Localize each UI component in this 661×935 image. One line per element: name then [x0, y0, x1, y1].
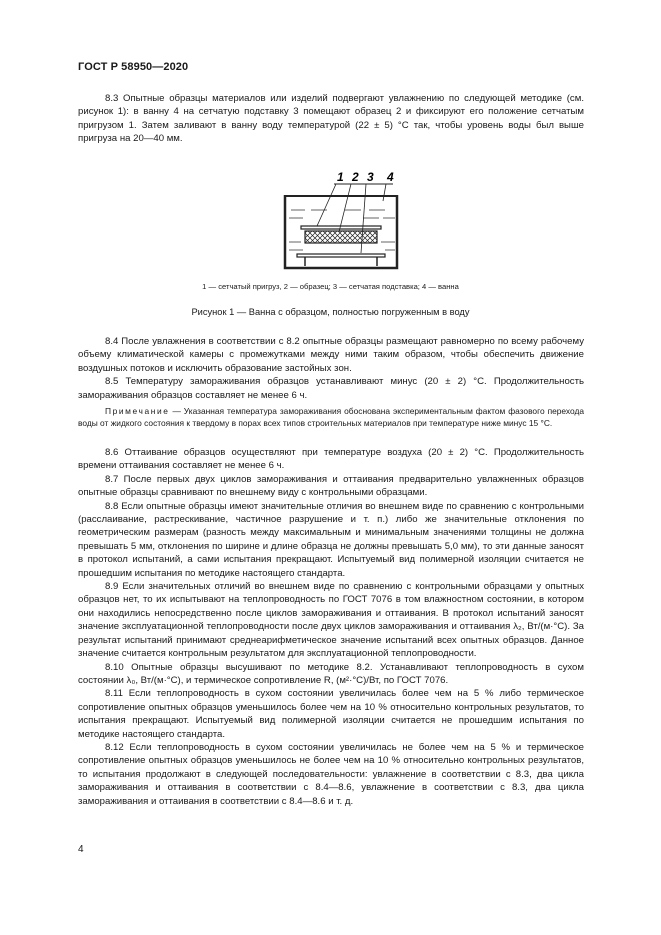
note-label: Примечание [105, 406, 170, 416]
paragraph-8-7: 8.7 После первых двух циклов замораживания и оттаивания предварительно увлажненных образцов опытные образцы сравнивают по внешнему виду с контрольными образцами. [78, 473, 584, 499]
paragraph-text: 8.3 Опытные образцы материалов или изделий подвергают увлажнению по следующей методике (см. рисунок 1): в ванну 4 на сетчатую подставку 3 помещают образец 2 и фиксируют его положение сетчатым пригрузом 1. Затем заливают в ванну воду температурой (22 ± 5) °С так, чтобы уровень воды был выше пригруза на 20—40 мм. [78, 93, 584, 145]
figure-label-2 [351, 170, 359, 184]
paragraph-8-11: 8.11 Если теплопроводность в сухом состоянии увеличилась более чем на 5 % либо термическое сопротивление опытных образцов уменьшилось более чем на 10 % относительно контрольных результатов, то испытания прекращают. Испытуемый вид полимерной изоляции считается не прошедшим испытания по методике настоящего стандарта. [78, 688, 584, 740]
paragraph-8-5: 8.5 Температуру замораживания образцов устанавливают минус (20 ± 2) °С. Продолжительность замораживания образцов составляет не менее 6 ч. [78, 376, 584, 401]
figure-label-3 [367, 170, 374, 184]
paragraph-8-10: 8.10 Опытные образцы высушивают по методике 8.2. Устанавливают теплопроводность в сухом состоянии λ₀, Вт/(м·°С), и термическое сопротивление R, (м²·°С)/Вт, по ГОСТ 7076. [78, 661, 584, 686]
svg-text:3: 3 [367, 170, 374, 184]
svg-text:4: 4 [387, 170, 394, 184]
water-surface [285, 195, 397, 197]
note-block [78, 405, 584, 429]
svg-text:1: 1 [337, 170, 344, 184]
mesh-weight [301, 226, 381, 229]
paragraph-8-4: 8.4 После увлажнения в соответствии с 8.2 опытные образцы размещают равномерно по всему рабочему объему климатической камеры с промежутками между ними таким образом, чтобы обеспечить движение воздушных потоков и исключить образование застойных зон. [78, 336, 584, 374]
paragraphs-8-6-8-12 [78, 446, 584, 808]
figure-label-1 [337, 170, 344, 184]
mesh-stand [297, 254, 385, 257]
page-number: 4 [78, 844, 84, 855]
water-lines [289, 210, 395, 250]
paragraph-8-9: 8.9 Если значительных отличий во внешнем виде по сравнению с контрольными образцами у опытных образцов нет, то их испытывают на теплопроводность по ГОСТ 7076 в том влажностном состоянии, в котором они находились непосредственно после циклов замораживания и оттаивания. В протокол испытаний заносят значение эксплуатационной теплопроводности после двух циклов замораживания и оттаивания λ₂, Вт/(м·°С). За результат испытаний принимают среднеарифметическое значение испытаний всех опытных образцов. Данное значение считается контрольным результатом для эксплуатационной теплопроводности. [78, 581, 584, 660]
paragraph-8-3 [78, 92, 584, 146]
figure-label-4 [386, 170, 394, 184]
sample-block [305, 231, 377, 243]
paragraph-8-12: 8.12 Если теплопроводность в сухом состоянии увеличилась не более чем на 5 % и термическое сопротивление опытных образцов уменьшилось не более чем на 10 % относительно контрольных результатов, то испытания продолжают в следующей последовательности: увлажнение в соответствии с 8.3, два цикла замораживания и оттаивания в соответствии с 8.4—8.6, увлажнение в соответствии с 8.3, два цикла замораживания и оттаивания в соответствии с 8.4—8.6 и т. д. [78, 741, 584, 807]
note-text: — Указанная температура замораживания обоснована экспериментальным фактом фазового перехода воды от жидкого состояния к твердому в порах всех типов строительных материалов при температуре ниже минус 15 °С. [78, 406, 585, 428]
paragraphs-8-4-8-5 [78, 335, 584, 402]
figure-caption: Рисунок 1 — Ванна с образцом, полностью погруженным в воду [191, 307, 470, 317]
bath-figure [275, 168, 407, 272]
paragraph-8-6: 8.6 Оттаивание образцов осуществляют при температуре воздуха (20 ± 2) °С. Продолжительность времени оттаивания составляет не менее 6 ч. [78, 447, 584, 472]
figure-legend: 1 — сетчатый пригруз, 2 — образец; 3 — сетчатая подставка; 4 — ванна [202, 282, 459, 291]
paragraph-8-8: 8.8 Если опытные образцы имеют значительные отличия во внешнем виде по сравнению с контрольными (расслаивание, растрескивание, частичное разрушение и т. п.) либо же значительные отклонения по геометрическим размерам (разность между максимальным и минимальным значениями толщины не должна превышать 5 мм, отклонения по ширине и длине образца не должны превышать 5,0 мм), то эти данные заносят в протокол испытаний, а сами испытания прекращают. Испытуемый вид полимерной изоляции считается не прошедшим испытания по методике настоящего стандарта. [78, 500, 584, 579]
svg-text:2: 2 [352, 170, 359, 184]
document-header: ГОСТ Р 58950—2020 [78, 61, 189, 73]
